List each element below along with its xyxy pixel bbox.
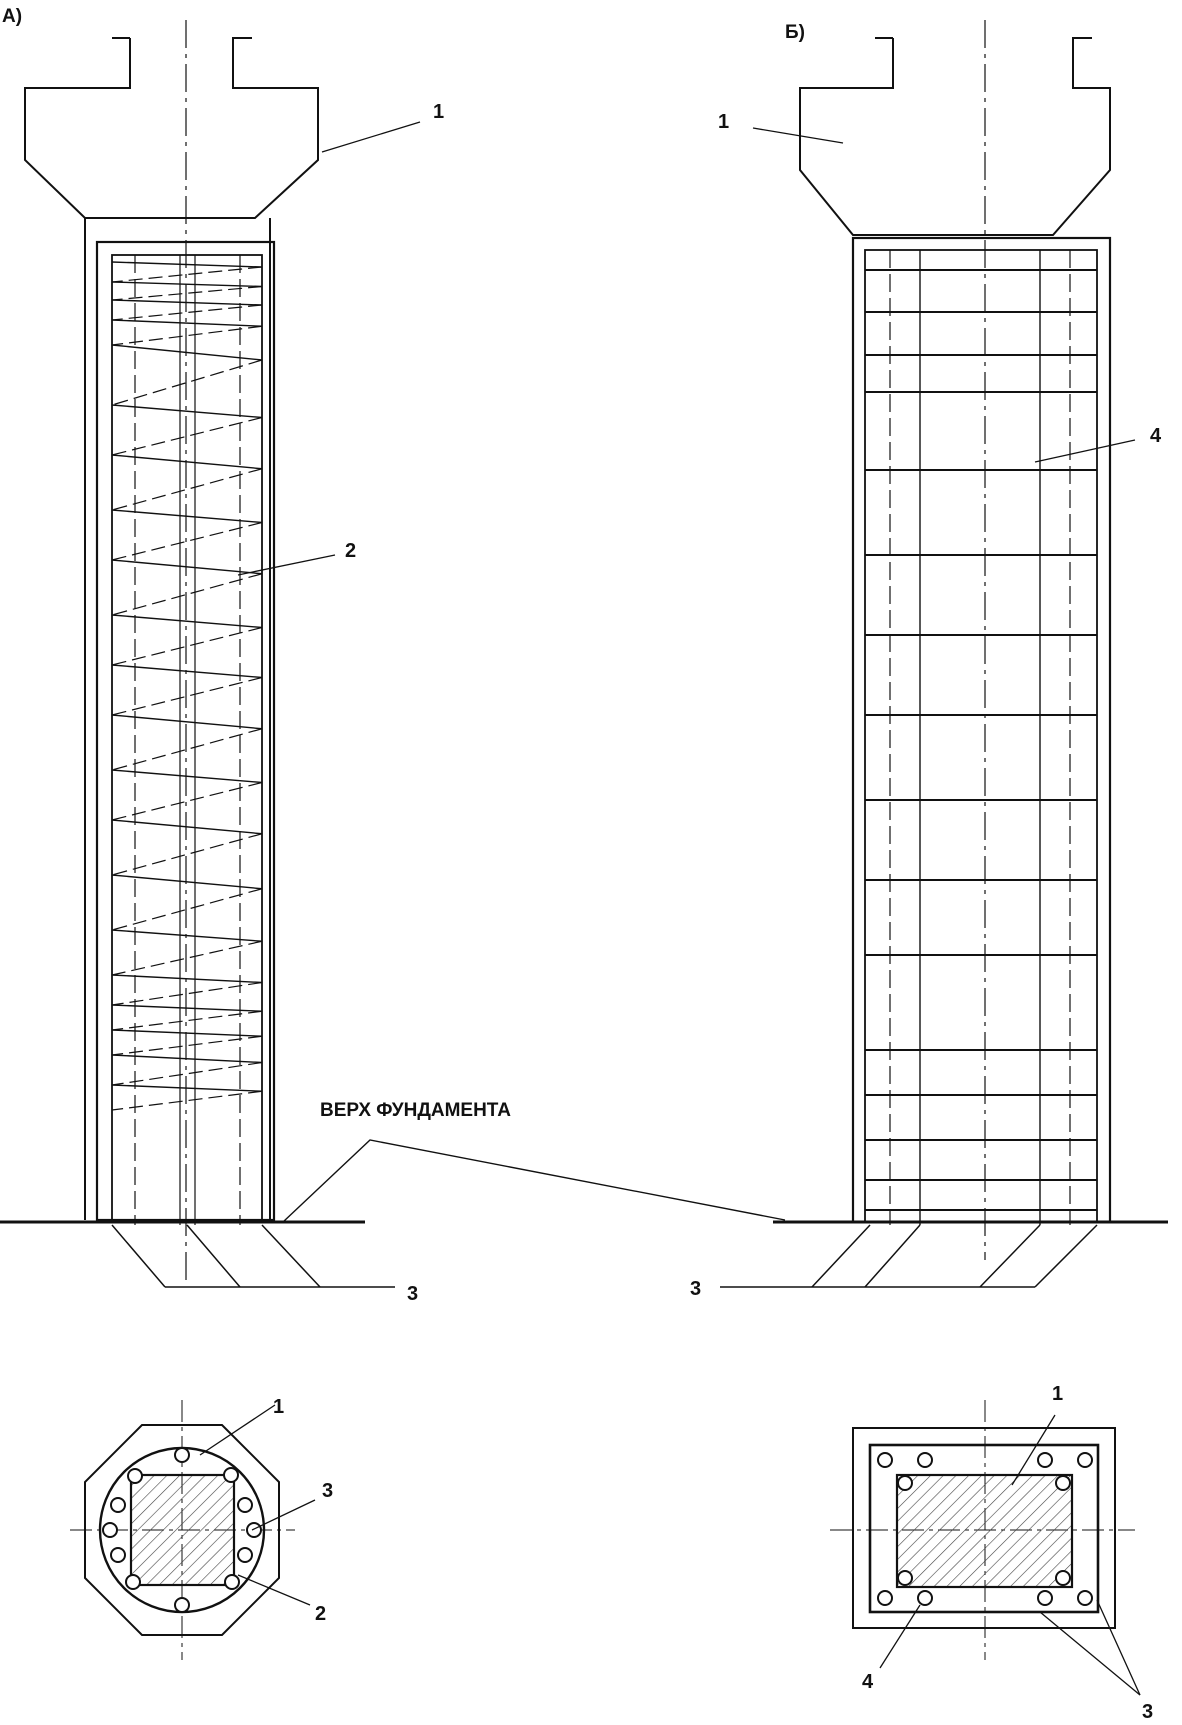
column-b-elevation — [720, 20, 1110, 1287]
foundation-leader — [283, 1140, 785, 1222]
section-b — [830, 1400, 1135, 1660]
rebar — [103, 1523, 117, 1537]
callout-4-section-b: 4 — [862, 1671, 874, 1693]
rebar — [111, 1498, 125, 1512]
rebar — [898, 1571, 912, 1585]
rebar — [1056, 1476, 1070, 1490]
column-b-cage — [865, 250, 1097, 1222]
section-a-core — [131, 1475, 234, 1585]
rebar — [918, 1591, 932, 1605]
callout-1-section-b: 1 — [1052, 1383, 1064, 1405]
rebar — [1078, 1591, 1092, 1605]
column-b-top-stub — [800, 38, 1110, 235]
section-b-core — [897, 1475, 1072, 1587]
callout-2-a: 2 — [345, 540, 357, 562]
panel-a-label: А) — [2, 6, 23, 27]
rebar — [111, 1548, 125, 1562]
rebar — [225, 1575, 239, 1589]
section-a — [70, 1400, 295, 1660]
callout-2-section-a: 2 — [315, 1603, 327, 1625]
rebar — [1038, 1453, 1052, 1467]
rebar — [224, 1468, 238, 1482]
rebar — [1078, 1453, 1092, 1467]
rebar — [238, 1548, 252, 1562]
leader-lines — [200, 122, 1140, 1695]
column-b-shaft — [853, 238, 1110, 1222]
callout-1-section-a: 1 — [273, 1396, 285, 1418]
column-a-elevation — [25, 20, 395, 1287]
rebar — [238, 1498, 252, 1512]
callout-1-a: 1 — [433, 101, 445, 123]
callout-3-section-b: 3 — [1142, 1701, 1154, 1723]
rebar — [898, 1476, 912, 1490]
rebar — [126, 1575, 140, 1589]
rebar — [128, 1469, 142, 1483]
rebar — [247, 1523, 261, 1537]
rebar — [918, 1453, 932, 1467]
rebar — [1056, 1571, 1070, 1585]
stirrups — [865, 270, 1097, 1210]
panel-b-label: Б) — [785, 22, 805, 43]
callout-3-b: 3 — [690, 1278, 702, 1300]
rebar — [878, 1453, 892, 1467]
rebar — [878, 1591, 892, 1605]
foundation-top-label: ВЕРХ ФУНДАМЕНТА — [320, 1100, 511, 1121]
rebar — [175, 1448, 189, 1462]
rebar — [175, 1598, 189, 1612]
column-a-top-stub — [25, 38, 318, 218]
callout-1-b: 1 — [718, 111, 730, 133]
callout-3-a: 3 — [407, 1283, 419, 1305]
callout-4-b: 4 — [1150, 425, 1162, 447]
callout-3-section-a: 3 — [322, 1480, 334, 1502]
rebar — [1038, 1591, 1052, 1605]
